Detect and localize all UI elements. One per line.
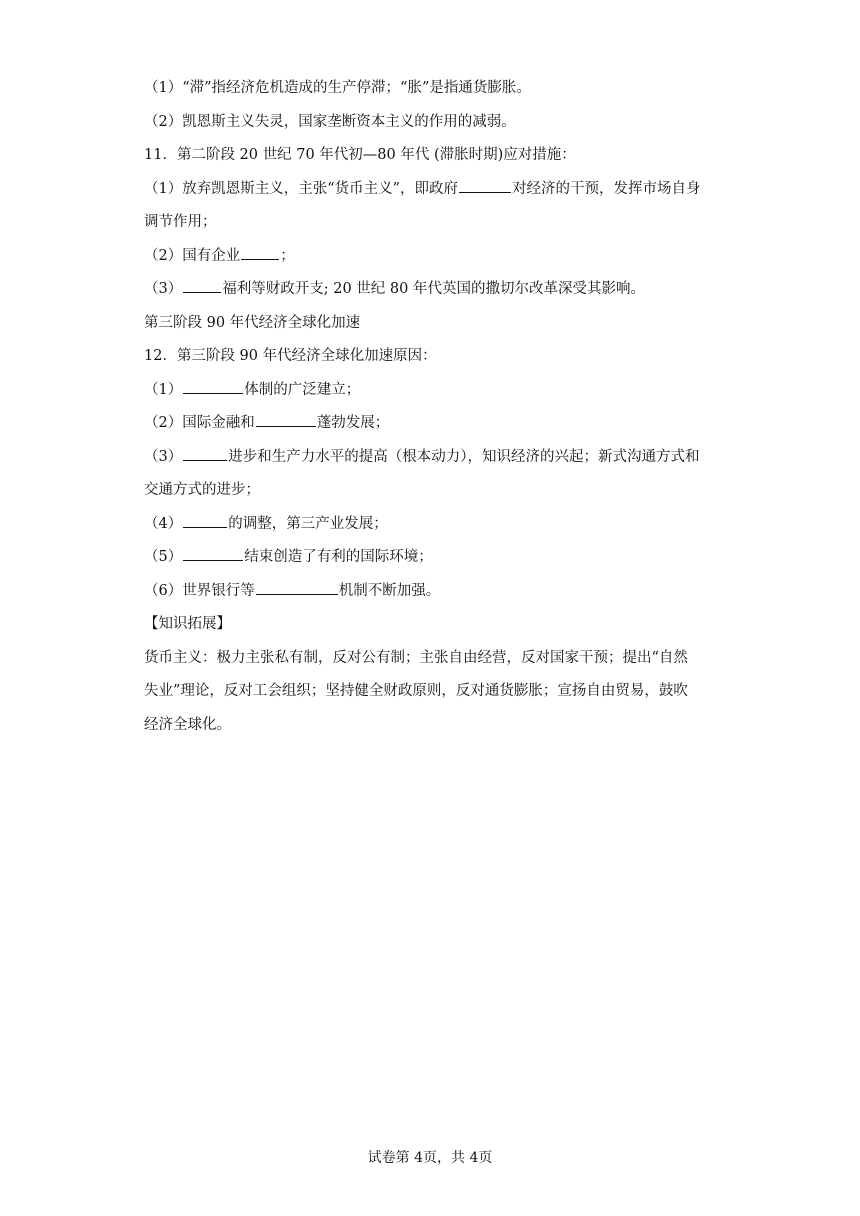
question-12: 12．第三阶段 90 年代经济全球化加速原因： (144, 348, 437, 364)
text-line: （1）“滞”指经济危机造成的生产停滞；“胀”是指通货膨胀。 (144, 80, 531, 96)
fill-blank[interactable] (183, 275, 221, 293)
fill-blank[interactable] (459, 175, 511, 193)
text-line: 失业”理论，反对工会组织；坚持健全财政原则，反对通货膨胀；宣扬自由贸易，鼓吹 (144, 683, 688, 699)
document-body (144, 72, 728, 742)
fill-blank[interactable] (241, 242, 279, 260)
page-number: 试卷第 4页，共 4页 (367, 1150, 493, 1166)
text-line: （2）国际金融和 蓬勃发展； (144, 407, 728, 441)
text-line: （1） 体制的广泛建立； (144, 374, 728, 408)
text-line: （5） 结束创造了有利的国际环境； (144, 541, 728, 575)
fill-blank[interactable] (256, 577, 338, 595)
text-line: 经济全球化。 (144, 716, 231, 733)
section-heading: 第三阶段 90 年代经济全球化加速 (144, 314, 361, 331)
text-line: （1）放弃凯恩斯主义，主张“货币主义”，即政府 对经济的干预，发挥市场自身 (144, 173, 728, 207)
page-footer (0, 1147, 860, 1167)
fill-blank[interactable] (183, 510, 227, 528)
fill-blank[interactable] (183, 443, 227, 461)
text-line: 货币主义：极力主张私有制，反对公有制；主张自由经营，反对国家干预；提出“自然 (144, 649, 688, 666)
text-line: （3） 福利等财政开支; 20 世纪 80 年代英国的撒切尔改革深受其影响。 (144, 273, 728, 307)
question-11: 11．第二阶段 20 世纪 70 年代初—80 年代 (滞胀时期)应对措施： (144, 147, 576, 163)
fill-blank[interactable] (183, 543, 243, 561)
text-line: （2）国有企业 ； (144, 240, 728, 274)
text-line: （2）凯恩斯主义失灵，国家垄断资本主义的作用的减弱。 (144, 113, 516, 130)
text-line: （4） 的调整，第三产业发展； (144, 508, 728, 542)
text-line: （6）世界银行等 机制不断加强。 (144, 575, 728, 609)
text-line: 交通方式的进步； (144, 482, 260, 498)
fill-blank[interactable] (183, 376, 243, 394)
knowledge-heading: 【知识拓展】 (144, 616, 231, 632)
fill-blank[interactable] (256, 409, 316, 427)
text-line: （3） 进步和生产力水平的提高（根本动力），知识经济的兴起；新式沟通方式和 (144, 441, 728, 475)
text-line: 调节作用； (144, 214, 217, 230)
